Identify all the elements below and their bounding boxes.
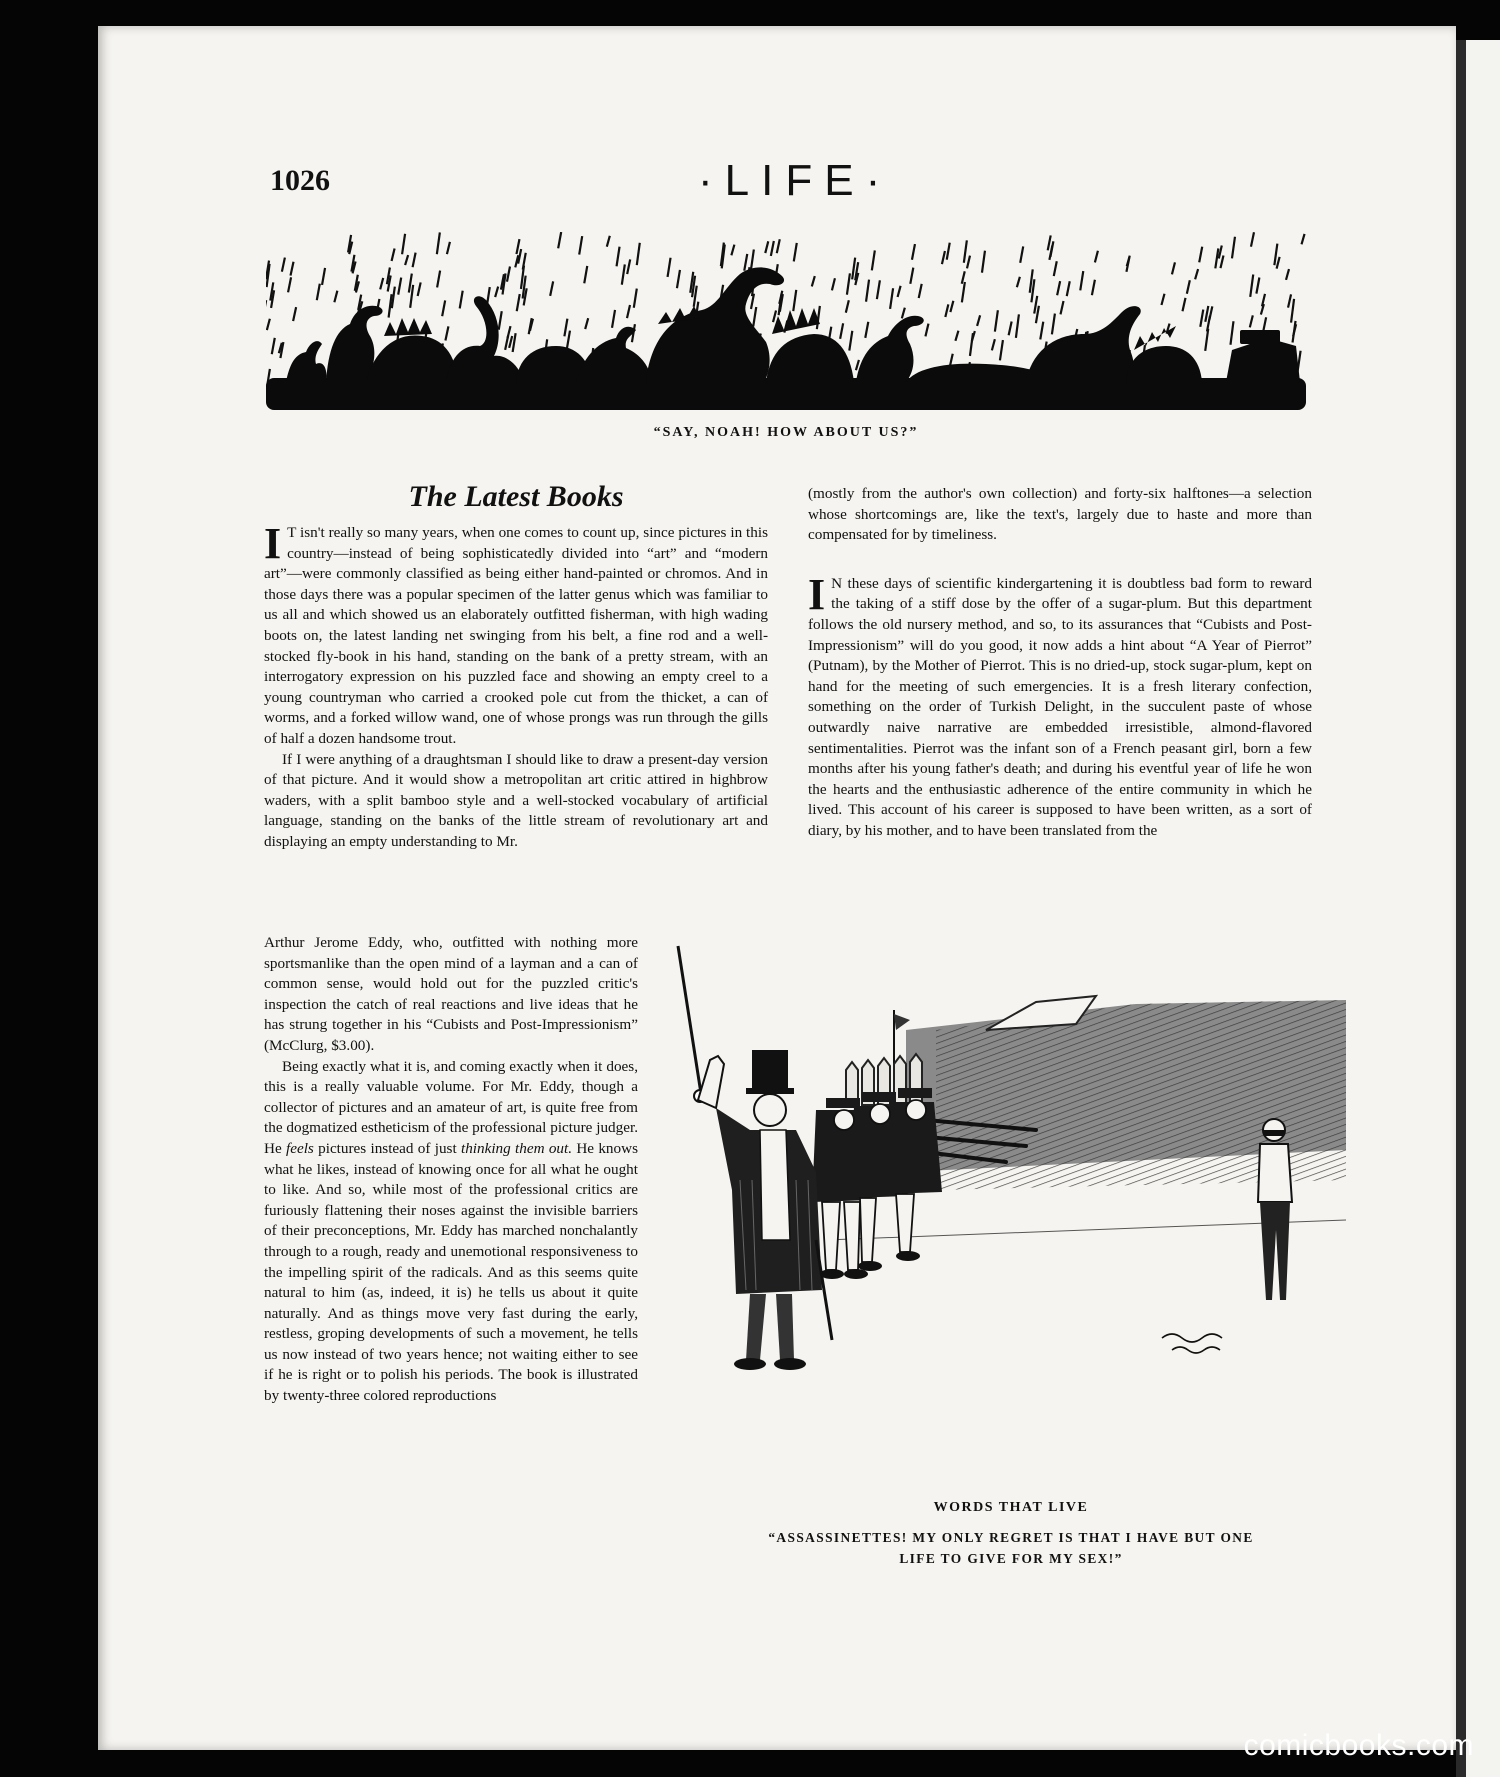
rain-streak [832, 278, 835, 290]
cartoon-illustration [676, 940, 1346, 1460]
emphasis-text: feels [286, 1139, 314, 1157]
rain-streak [856, 360, 859, 370]
rain-streak [677, 270, 680, 288]
rain-streak [495, 287, 498, 297]
rain-streak [846, 300, 849, 312]
rain-streak [622, 264, 625, 284]
rain-streak [567, 331, 570, 349]
artist-signature [1162, 1334, 1222, 1353]
rain-streak [1251, 232, 1254, 246]
emphasis-text: thinking them out. [460, 1139, 573, 1157]
rain-streak [1256, 277, 1259, 293]
rain-streak [967, 256, 970, 269]
rain-streak [499, 311, 502, 330]
article-paragraph: If I were anything of a draughtsman I should like to draw a present-day version of that picture. And it would show a metropolitan art critic attired in highbrow waders, with a split bamboo style and a well-stocked vocabulary of artificial language, standing on the banks of the little stream of revolutionary art and displaying an empty understanding to Mr. [264, 750, 768, 850]
rain-streak [1250, 315, 1253, 327]
paragraph-text: T isn't really so many years, when one comes to count up, since pictures in this country—instead of being sophisticatedly divided into “art” and “modern art”—were commonly classified as being either hand-painted or chromos. And in those days there was a popular specimen of the latter genus which was familiar to us all and which showed us an elaborately outfitted fisherman, with high wading boots on, the latest landing net swinging from his belt, a fine rod and a well-stocked fly-book in his hand, standing on the bank of a pretty stream, with an interrogatory expression on his puzzled face and showing an empty creel to a young countryman who carried a crooked pole cut from the thicket, a can of worms, and a forked willow wand, one of whose prongs was run through the gills of half a dozen handsome trout. [264, 524, 768, 747]
rain-streak [1288, 294, 1291, 307]
rain-streak [898, 286, 901, 297]
rain-streak [1061, 301, 1064, 314]
rain-streak [1286, 269, 1289, 280]
rain-streak [1080, 271, 1083, 290]
rain-streak [1048, 235, 1051, 250]
rain-streak [942, 251, 945, 264]
rain-streak [1293, 324, 1296, 336]
rain-streak [964, 240, 967, 262]
rain-streak [751, 250, 754, 271]
rain-streak [515, 255, 518, 267]
rain-streak [409, 274, 412, 293]
rain-streak [872, 250, 875, 270]
rain-streak [517, 294, 520, 311]
dinosaur-silhouette-illustration [266, 232, 1306, 410]
article-title: The Latest Books [408, 480, 624, 513]
rain-streak [617, 247, 620, 267]
rain-streak [637, 243, 640, 265]
rain-streak [1000, 340, 1003, 360]
rain-silhouette-banner [266, 232, 1306, 410]
rain-streak [437, 271, 440, 288]
rain-streak [977, 315, 980, 326]
rain-streak [1232, 237, 1235, 259]
rain-streak [1017, 277, 1020, 287]
rain-streak [380, 278, 383, 289]
rain-streak [955, 331, 958, 341]
rain-streak [1067, 281, 1070, 296]
rain-streak [445, 326, 448, 340]
rain-streak [410, 285, 413, 308]
paragraph-text: pictures instead of just [313, 1139, 461, 1157]
masthead-title: ·LIFE· [698, 156, 893, 205]
rain-streak [334, 291, 337, 303]
rain-streak [847, 273, 850, 294]
rain-streak [1052, 314, 1055, 335]
rain-streak [849, 331, 852, 351]
rain-streak [1219, 246, 1222, 259]
rain-streak [418, 282, 421, 296]
rain-streak [607, 236, 610, 247]
article-column-left-bottom [264, 933, 638, 1407]
rain-streak [1182, 298, 1185, 311]
rain-streak [447, 242, 450, 254]
rain-streak [771, 241, 774, 256]
paragraph-text: N these days of scientific kindergartening it is doubtless bad form to reward the taking of a stiff dose by the offer of a sugar-plum. But this department follows the old nursery method, and so, to its assurances that “Cubists and Post-Impressionism” will do you good, it now adds a hint about “A Year of Pierrot” (Putnam), by the Mother of Pierrot. This is no dried-up, stock sugar-plum, kept on hand for the meeting of such emergencies. It is a fresh literary confection, something on the order of Turkish Delight, in the succulent paste of whose outwardly naive narrative are embedded irresistible, almond-flavored sentimentalities. Pierrot was the infant son of a French peasant girl, born a few months after his young father's death; and during his eventful year of life he won the hearts and the enthusiastic adherence of the entire community in which he lived. This account of his career is supposed to have been written, as a sort of diary, by his mother, and to have been translated from the [808, 574, 1312, 839]
rain-streak [925, 324, 928, 337]
rain-streak [1057, 281, 1060, 295]
rain-streak [812, 276, 815, 286]
rain-streak [584, 266, 587, 283]
rain-streak [516, 239, 519, 254]
rain-streak [398, 278, 401, 295]
drop-cap: I [264, 519, 282, 568]
rain-streak [317, 284, 320, 301]
rain-streak [1250, 275, 1253, 297]
rain-streak [392, 248, 395, 261]
rain-streak [509, 336, 512, 348]
rain-streak [1020, 246, 1023, 262]
rain-streak [550, 281, 553, 295]
site-watermark: comicbooks.com [1243, 1729, 1474, 1762]
rain-streak [919, 284, 922, 298]
rain-streak [1054, 261, 1057, 276]
paragraph-text: Being exactly what it is, and coming exactly when it does, this is a really valuable volume. For Mr. Eddy, though a collector of pictures and an amateur of art, is quite free from the dogmatized estheticism of the professional picture judger. He [264, 1057, 638, 1157]
rain-streak [460, 291, 463, 309]
rain-streak [1205, 306, 1208, 322]
rain-streak [1263, 317, 1266, 332]
rain-streak [1009, 321, 1012, 335]
firing-squad-cartoon [676, 940, 1346, 1460]
page-header [258, 158, 1308, 208]
rain-streak [1302, 234, 1305, 244]
rain-streak [1220, 255, 1223, 268]
rain-streak [962, 282, 965, 302]
rain-streak [627, 259, 630, 274]
rain-streak [773, 311, 776, 323]
rain-streak [995, 310, 998, 331]
rain-streak [753, 307, 756, 326]
rain-streak [523, 253, 526, 270]
facing-page-edge [1456, 40, 1500, 1777]
rain-streak [1199, 247, 1202, 263]
rain-streak [1187, 280, 1190, 293]
rain-streak [513, 333, 516, 352]
rain-streak [777, 239, 780, 253]
rain-streak [668, 258, 671, 277]
cartoon-caption [676, 1527, 1346, 1569]
rain-streak [291, 262, 294, 276]
rain-streak [912, 244, 915, 260]
paragraph-text: He knows what he likes, instead of knowing once for all what he ought to like. And so, while most of the professional critics are furiously flattening their noses against the invisible barriers of their preconceptions, Mr. Eddy has marched nonchalantly through to a rough, ready and unemotional responsiveness to the impelling spirit of the radicals. And as this seems quite natural to him (as, indeed, it is) he tells us about it quite naturally. And as things move very fast during the early, restless, groping developments of such a movement, he tells us now instead of two years hence; not waiting either to see if he is right or to polish his periods. The book is illustrated by twenty-three colored reproductions [264, 1139, 638, 1405]
rain-streak [1036, 306, 1039, 323]
rain-streak [765, 241, 768, 253]
rain-streak [1095, 251, 1098, 263]
rain-streak [1291, 299, 1294, 323]
rain-streak [564, 319, 567, 337]
rain-streak [1016, 314, 1019, 338]
rain-streak [402, 234, 405, 254]
rain-streak [437, 232, 440, 254]
caption-line: LIFE TO GIVE FOR MY SEX!” [899, 1551, 1123, 1566]
rain-streak [558, 232, 561, 248]
rain-streak [1049, 245, 1052, 259]
rain-streak [1126, 257, 1129, 272]
article-column-right [808, 484, 1312, 842]
rain-streak [627, 305, 630, 318]
rain-streak [1161, 294, 1164, 305]
rain-streak [288, 277, 291, 292]
rain-streak [992, 339, 995, 350]
rain-streak [962, 271, 965, 283]
rain-streak [1040, 322, 1043, 340]
rain-streak [1200, 310, 1203, 327]
rain-streak [794, 243, 797, 261]
rain-streak [840, 323, 843, 338]
rain-streak [282, 258, 285, 272]
caption-line: “ASSASSINETTES! MY ONLY REGRET IS THAT I HAVE BUT ONE [768, 1530, 1254, 1545]
drop-cap: I [808, 569, 826, 619]
banner-caption: “SAY, NOAH! HOW ABOUT US?” [653, 425, 919, 440]
rain-streak [852, 258, 855, 280]
rain-streak [982, 251, 985, 273]
rain-streak [413, 253, 416, 268]
rain-streak [1209, 306, 1212, 319]
article-paragraph: (mostly from the author's own collection) and forty-six halftones—a selection whose shortcomings are, like the text's, largely due to haste and more than compensated for by timeliness. [808, 485, 1312, 544]
rain-streak [865, 322, 868, 338]
article-column-left-top [264, 519, 768, 853]
rain-streak [634, 289, 637, 308]
rain-streak [1092, 280, 1095, 295]
rain-streak [585, 318, 588, 329]
rain-streak [947, 243, 950, 260]
article-paragraph [264, 1057, 638, 1407]
rain-streak [731, 245, 734, 256]
rain-streak [442, 300, 445, 316]
rain-streak [945, 304, 948, 317]
page-number: 1026 [270, 164, 330, 197]
rain-streak [1215, 248, 1218, 268]
rain-streak [267, 319, 270, 330]
article-paragraph [264, 519, 768, 750]
rain-streak [793, 290, 796, 311]
rain-streak [505, 336, 508, 350]
cartoon-title: WORDS THAT LIVE [933, 1500, 1089, 1515]
rain-streak [1195, 269, 1198, 279]
rain-streak [612, 310, 615, 328]
rain-streak [579, 236, 582, 254]
rain-streak [744, 254, 747, 271]
rain-streak [1172, 262, 1175, 274]
rain-streak [1274, 244, 1277, 266]
rain-streak [1230, 321, 1233, 345]
article-paragraph: Arthur Jerome Eddy, who, outfitted with nothing more sportsmanlike than the open mind of a layman and a can of common sense, would hold out for the puzzled critic's inspection the catch of real reactions and live ideas that he has strung together in his “Cubists and Post-Impressionism” (McClurg, $3.00). [264, 934, 638, 1054]
rain-streak [910, 268, 913, 284]
rain-streak [507, 266, 510, 281]
article-paragraph [808, 569, 1312, 842]
rain-streak [322, 268, 325, 285]
rain-streak [866, 280, 869, 302]
rain-streak [970, 333, 973, 356]
rain-streak [1277, 257, 1280, 269]
rain-streak [405, 255, 408, 265]
rain-streak [392, 287, 395, 309]
rain-streak [272, 338, 275, 354]
rain-streak [1034, 296, 1037, 314]
rain-streak [890, 288, 893, 309]
rain-streak [902, 308, 905, 319]
rain-streak [950, 301, 953, 312]
rain-streak [1205, 329, 1208, 351]
rain-streak [877, 280, 880, 299]
rain-streak [293, 307, 296, 321]
